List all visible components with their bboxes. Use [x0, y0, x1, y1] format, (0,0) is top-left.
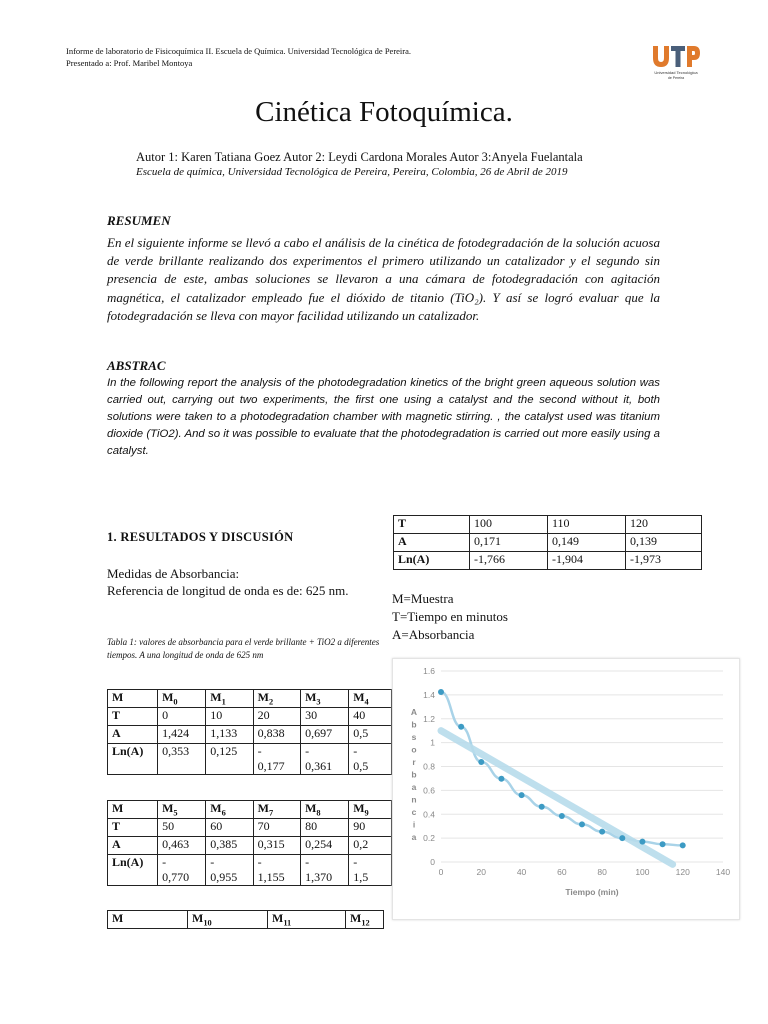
legend-t: T=Tiempo en minutos [392, 609, 508, 624]
table-row [394, 552, 702, 570]
table-cell: 0,2 [349, 837, 392, 855]
medidas-line-1: Medidas de Absorbancia: [107, 566, 240, 581]
table-cell: -1,766 [470, 552, 548, 570]
medidas-block [107, 565, 387, 599]
x-tick-label: 120 [675, 867, 690, 877]
table-cell: 100 [470, 516, 548, 534]
x-tick-label: 100 [635, 867, 650, 877]
y-tick-label: 1.6 [423, 666, 435, 676]
y-tick-label: 1.2 [423, 713, 435, 724]
table-cell: 0,838 [253, 726, 300, 744]
legend-m: M=Muestra [392, 591, 454, 606]
table-cell: 0,139 [626, 534, 702, 552]
results-heading: 1. RESULTADOS Y DISCUSIÓN [107, 530, 294, 544]
data-point [619, 835, 625, 841]
x-axis-label: Tiempo (min) [565, 887, 619, 897]
header-cell: $M_9$ [349, 801, 392, 819]
table-cell: 80 [301, 819, 349, 837]
table-cell: 0,149 [548, 534, 626, 552]
row-label-cell: T [108, 708, 158, 726]
table-caption: Tabla 1: valores de absorbancia para el verde brillante + TiO2 a diferentes tiempos. A una longitud de onda de 625 nm [107, 637, 380, 660]
header-cell: $M_1$ [206, 690, 253, 708]
table-cell: - 0,5 [349, 744, 392, 775]
legend-a: A=Absorbancia [392, 627, 475, 642]
table-cell: 0,385 [206, 837, 253, 855]
data-point [498, 776, 504, 782]
absorbance-chart-svg [393, 659, 739, 919]
table-cell: 0,254 [301, 837, 349, 855]
trendline [441, 731, 673, 865]
table-cell: 60 [206, 819, 253, 837]
data-point [559, 813, 565, 819]
row-label-cell: A [394, 534, 470, 552]
paper-title: Cinética Fotoquímica. [255, 96, 513, 128]
header-cell: $M_0$ [158, 690, 206, 708]
table-row [108, 726, 392, 744]
table-cell: - 1,5 [349, 855, 392, 886]
table-cell: 10 [206, 708, 253, 726]
data-point [478, 759, 484, 765]
header-cell: $M_6$ [206, 801, 253, 819]
x-tick-label: 80 [597, 867, 607, 877]
y-tick-label: 0 [430, 857, 435, 867]
data-point [519, 792, 525, 798]
affiliation: Escuela de química, Universidad Tecnológica de Pereira, Pereira, Colombia, 26 de Abril de 2019 [136, 166, 568, 178]
table-cell: 1,424 [158, 726, 206, 744]
row-label-cell: T [108, 819, 158, 837]
table-cell: 0,171 [470, 534, 548, 552]
table-cell: - 0,177 [253, 744, 300, 775]
table-row [108, 708, 392, 726]
absorbance-chart [392, 658, 740, 920]
header-cell: $M_4$ [349, 690, 392, 708]
row-label-cell: A [108, 726, 158, 744]
table-3 [107, 910, 384, 929]
table-cell: 20 [253, 708, 300, 726]
header-cell: $M_2$ [253, 690, 300, 708]
table-row [394, 534, 702, 552]
header-cell: $M_3$ [301, 690, 349, 708]
y-tick-label: 0.4 [423, 809, 435, 820]
table-cell: - 1,155 [253, 855, 300, 886]
y-tick-label: 0.6 [423, 785, 435, 796]
table-cell: 120 [626, 516, 702, 534]
resumen-body: En el siguiente informe se llevó a cabo el análisis de la cinética de fotodegradación de la solución acuosa de verde brillante realizando dos experimentos el primero utilizando un catalizador y el segundo sin presencia de este, ambas soluciones se llevaron a una cámara de fotodegradación con agitación magnética, el catalizador empleado fue el dióxido de titanio (TiO₂). Y así se logró evaluar que la fotodegradación se lleva con mayor facilidad utilizando un catalizador. [107, 235, 660, 323]
y-tick-label: 1 [430, 737, 435, 748]
table-cell: 0,353 [158, 744, 206, 775]
table-cell: 50 [158, 819, 206, 837]
y-axis-label: A b s o r b a n c i a [410, 707, 418, 842]
table-2 [107, 800, 392, 892]
data-point [599, 829, 605, 835]
abstract-body: In the following report the analysis of the photodegradation kinetics of the bright green aqueous solution was carried out, carrying out two experiments, the first one using a catalyst and the second without it, both solutions were taken to a photodegradation chamber with magnetic stirring. , the catalyst used was titanium dioxide (TiO2). And so it was possible to evaluate that the photodegradation is carried out more easily using a catalyst. [107, 377, 660, 457]
header-cell: $M_5$ [158, 801, 206, 819]
table-cell: 70 [253, 819, 300, 837]
x-tick-label: 20 [476, 867, 487, 877]
header-cell: $M_{10}$ [188, 911, 268, 929]
logo-sub2: de Pereira [667, 76, 685, 80]
header-cell: M [108, 801, 158, 819]
data-point [438, 689, 444, 695]
table-row [108, 744, 392, 775]
header-cell: $M_7$ [253, 801, 300, 819]
data-point [458, 724, 464, 730]
header-cell: M [108, 911, 188, 929]
resumen-heading: RESUMEN [107, 213, 171, 228]
table-cell: 0,5 [349, 726, 392, 744]
table-cell: 40 [349, 708, 392, 726]
medidas-line-2: Referencia de longitud de onda es de: 625 nm. [107, 583, 349, 598]
table-cell: 90 [349, 819, 392, 837]
table-1 [107, 689, 392, 781]
data-point [579, 821, 585, 827]
table-cell: 0,463 [158, 837, 206, 855]
table-header-row [108, 690, 392, 708]
header-line-1: Informe de laboratorio de Fisicoquímica II. Escuela de Química. Universidad Tecnológica de Pereira. [66, 46, 412, 56]
table-cell: - 0,955 [206, 855, 253, 886]
x-tick-label: 40 [516, 867, 527, 877]
data-point [660, 841, 666, 847]
abstract-heading: ABSTRAC [107, 358, 166, 373]
data-curve [441, 692, 683, 845]
table-cell: 1,133 [206, 726, 253, 744]
utp-logo [650, 42, 702, 82]
table-row [108, 819, 392, 837]
legend-block [392, 590, 508, 644]
row-label-cell: Ln(A) [394, 552, 470, 570]
row-label-cell: Ln(A) [108, 855, 158, 886]
table-cell: 0,315 [253, 837, 300, 855]
row-label-cell: A [108, 837, 158, 855]
x-tick-label: 140 [715, 867, 731, 877]
table-cell: 0,125 [206, 744, 253, 775]
table-cell: 30 [301, 708, 349, 726]
header-cell: $M_{11}$ [268, 911, 346, 929]
header-cell: M [108, 690, 158, 708]
table-header-row [108, 911, 384, 929]
table-cell: 110 [548, 516, 626, 534]
header-cell: $M_{12}$ [346, 911, 384, 929]
table-row [394, 516, 702, 534]
data-point [539, 804, 545, 810]
table-row [108, 837, 392, 855]
table-cell: 0 [158, 708, 206, 726]
y-tick-label: 0.8 [423, 761, 435, 772]
row-label-cell: Ln(A) [108, 744, 158, 775]
table-cell: -1,904 [548, 552, 626, 570]
table-cell: - 1,370 [301, 855, 349, 886]
table-cell: -1,973 [626, 552, 702, 570]
logo-sub1: Universidad Tecnológica [654, 70, 698, 75]
row-label-cell: T [394, 516, 470, 534]
data-point [680, 842, 686, 848]
header-line-2: Presentado a: Prof. Maribel Montoya [66, 58, 193, 68]
utp-logo-icon [650, 42, 702, 82]
header-cell: $M_8$ [301, 801, 349, 819]
table-row [108, 855, 392, 886]
table-top [393, 515, 702, 570]
table-header-row [108, 801, 392, 819]
x-tick-label: 60 [557, 867, 567, 877]
table-cell: - 0,770 [158, 855, 206, 886]
table-cell: 0,697 [301, 726, 349, 744]
y-tick-label: 0.2 [423, 833, 435, 844]
x-tick-label: 0 [438, 867, 444, 877]
data-point [639, 839, 645, 845]
y-tick-label: 1.4 [423, 689, 435, 700]
table-cell: - 0,361 [301, 744, 349, 775]
authors: Autor 1: Karen Tatiana Goez Autor 2: Leydi Cardona Morales Autor 3:Anyela Fuelantala [136, 150, 583, 164]
